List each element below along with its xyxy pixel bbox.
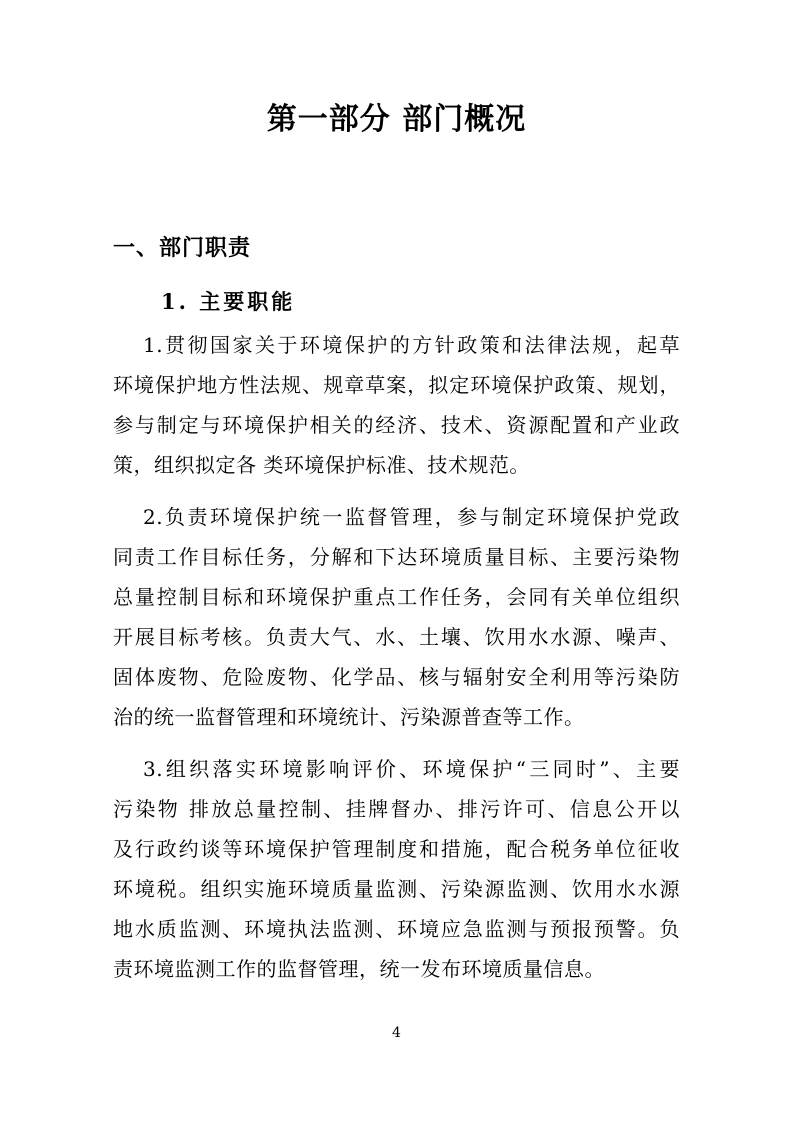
paragraph-line: 2.负责环境保护统一监督管理，参与制定环境保护党政 [143, 505, 680, 529]
paragraph-line: 总量控制目标和环境保护重点工作任务，会同有关单位组织 [113, 585, 680, 609]
page-footer [0, 1022, 793, 1041]
subsection-heading: 1. 主要职能 [161, 289, 296, 314]
paragraph [113, 497, 680, 737]
paragraph [113, 325, 680, 485]
section-heading: 一、部门职责 [113, 236, 252, 261]
paragraph-line: 固体废物、危险废物、化学品、核与辐射安全利用等污染防 [113, 665, 680, 689]
paragraph-line: 同责工作目标任务，分解和下达环境质量目标、主要污染物 [113, 545, 680, 569]
paragraph-line: 污染物 排放总量控制、挂牌督办、排污许可、信息公开以 [113, 797, 680, 821]
paragraph-line: 环境税。组织实施环境质量监测、污染源监测、饮用水水源 [113, 877, 680, 901]
paragraph-line: 策，组织拟定各 类环境保护标准、技术规范。 [113, 453, 530, 477]
paragraph-line: 1.贯彻国家关于环境保护的方针政策和法律法规，起草 [143, 333, 680, 357]
document-title: 第一部分 部门概况 [266, 102, 527, 137]
paragraph [113, 749, 680, 989]
paragraph-line: 及行政约谈等环境保护管理制度和措施，配合税务单位征收 [113, 837, 680, 861]
paragraph-line: 地水质监测、环境执法监测、环境应急监测与预报预警。负 [113, 917, 680, 941]
paragraph-line: 环境保护地方性法规、规章草案，拟定环境保护政策、规划， [113, 373, 680, 397]
paragraph-line: 治的统一监督管理和环境统计、污染源普查等工作。 [113, 705, 585, 729]
page-number: 4 [392, 1025, 401, 1041]
paragraph-line: 开展目标考核。负责大气、水、土壤、饮用水水源、噪声、 [113, 625, 680, 649]
paragraph-line: 责环境监测工作的监督管理，统一发布环境质量信息。 [113, 957, 605, 981]
paragraph-line: 参与制定与环境保护相关的经济、技术、资源配置和产业政 [113, 413, 680, 437]
document-body [113, 325, 680, 989]
paragraph-line: 3.组织落实环境影响评价、环境保护“三同时”、主要 [143, 757, 680, 781]
